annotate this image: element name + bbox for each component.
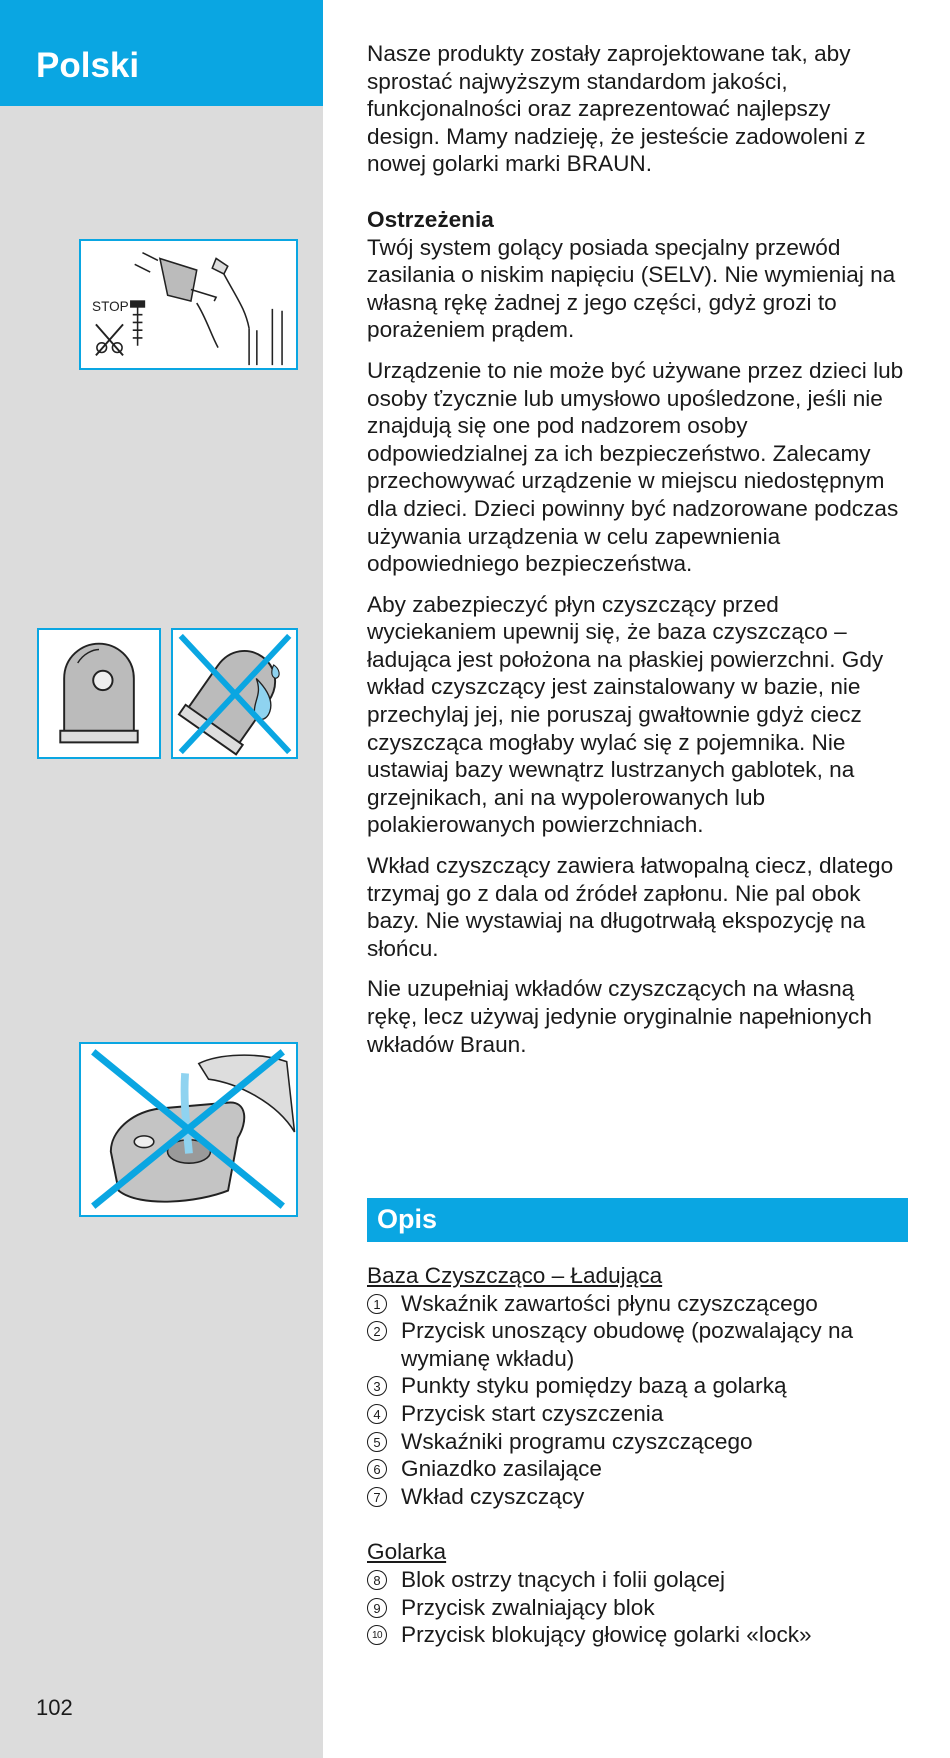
warning-paragraph: Wkład czyszczący zawiera łatwopalną ciecz, dlatego trzymaj go z dala od źródeł zapłonu. Nie pal obok bazy. Nie wystawiaj na długotrwałą ekspozycję na słońcu. bbox=[367, 853, 894, 961]
warnings-heading: Ostrzeżenia bbox=[367, 206, 494, 232]
item-text: Przycisk start czyszczenia bbox=[401, 1400, 664, 1426]
item-text: Gniazdko zasilające bbox=[401, 1456, 602, 1482]
warning-paragraph: Twój system golący posiada specjalny przewód zasilania o niskim napięciu (SELV). Nie wymieniaj na własną rękę żadnej z jego części, gdyż grozi to porażeniem prądem. bbox=[367, 234, 896, 343]
warning-paragraph: Nie uzupełniaj wkładów czyszczących na własną rękę, lecz używaj jedynie oryginalnie napełnionych wkładów Braun. bbox=[367, 976, 872, 1057]
item-text: Wskaźniki programu czyszczącego bbox=[401, 1428, 753, 1454]
item-number: 2 bbox=[367, 1321, 387, 1341]
language-label: Polski bbox=[36, 46, 140, 85]
section-heading: Opis bbox=[377, 1204, 438, 1234]
item-text: Wskaźnik zawartości płynu czyszczącego bbox=[401, 1290, 818, 1316]
item-number: 5 bbox=[367, 1432, 387, 1452]
main-content bbox=[367, 40, 907, 1071]
item-number: 8 bbox=[367, 1570, 387, 1590]
item-text: Przycisk unoszący obudowę (pozwalający na wymianę wkładu) bbox=[401, 1318, 854, 1371]
intro-paragraph: Nasze produkty zostały zaprojektowane tak, aby sprostać najwyższym standardom jakości, funkcjonalności oraz zaprezentować najlepszy design. Mamy nadzieję, że jesteście zadowoleni z nowej golarki marki BRAUN. bbox=[367, 41, 866, 177]
warning-paragraph: Urządzenie to nie może być używane przez dzieci lub osoby ťzycznie lub umysłowo upośledzone, jeśli nie znajdują się one pod nadzorem osoby odpowiedzialnej za ich bezpieczeństwo. Zalecamy przechowywać urządzenie w miejscu niedostępnym dla dzieci. Dzieci powinny być nadzorowane podczas używania urządzenia w celu zapewnienia odpowiedniego bezpieczeństwa. bbox=[367, 357, 904, 577]
stop-text: STOP bbox=[92, 298, 129, 314]
language-tab bbox=[0, 0, 323, 106]
plug-warning-figure bbox=[79, 239, 298, 370]
list-item bbox=[367, 1621, 912, 1649]
item-text: Wkład czyszczący bbox=[401, 1483, 585, 1509]
list-item bbox=[367, 1372, 912, 1400]
list-item bbox=[367, 1317, 912, 1372]
list-item bbox=[367, 1428, 912, 1456]
base-upright-figure bbox=[37, 628, 161, 759]
item-number: 7 bbox=[367, 1487, 387, 1507]
item-number: 9 bbox=[367, 1598, 387, 1618]
warning-paragraph: Aby zabezpieczyć płyn czyszczący przed wyciekaniem upewnij się, że baza czyszcząco – ładująca jest położona na płaskiej powierzchni. Gdy wkład czyszczący jest zainstalowany w bazie, nie przechylaj jej, nie poruszaj gwałtownie gdyż ciecz czyszcząca mogłaby wylać się z pojemnika. Nie ustawiaj bazy wewnątrz lustrzanych gablotek, na grzejnikach, ani na wypolerowanych lub polakierowanych powierzchniach. bbox=[367, 591, 884, 838]
list-item bbox=[367, 1594, 912, 1622]
list-item bbox=[367, 1566, 912, 1594]
item-number: 1 bbox=[367, 1294, 387, 1314]
page-number: 102 bbox=[36, 1695, 73, 1720]
list-item bbox=[367, 1455, 912, 1483]
base-subtitle: Baza Czyszcząco – Ładująca bbox=[367, 1263, 663, 1288]
base-items bbox=[367, 1290, 912, 1511]
list-item bbox=[367, 1400, 912, 1428]
item-text: Blok ostrzy tnących i folii golącej bbox=[401, 1566, 725, 1592]
sidebar bbox=[0, 0, 323, 1758]
base-tilted-figure bbox=[171, 628, 298, 759]
item-number: 10 bbox=[367, 1625, 387, 1645]
shaver-items bbox=[367, 1566, 912, 1649]
section-heading-bar bbox=[367, 1198, 908, 1242]
item-text: Punkty styku pomiędzy bazą a golarką bbox=[401, 1373, 787, 1399]
list-item bbox=[367, 1483, 912, 1511]
item-number: 4 bbox=[367, 1404, 387, 1424]
list-item bbox=[367, 1290, 912, 1318]
parts-list bbox=[367, 1262, 912, 1649]
refill-warning-figure bbox=[79, 1042, 298, 1217]
item-number: 6 bbox=[367, 1459, 387, 1479]
shaver-subtitle: Golarka bbox=[367, 1539, 447, 1565]
item-text: Przycisk zwalniający blok bbox=[401, 1594, 655, 1620]
item-text: Przycisk blokujący głowicę golarki «lock» bbox=[401, 1622, 812, 1648]
item-number: 3 bbox=[367, 1376, 387, 1396]
